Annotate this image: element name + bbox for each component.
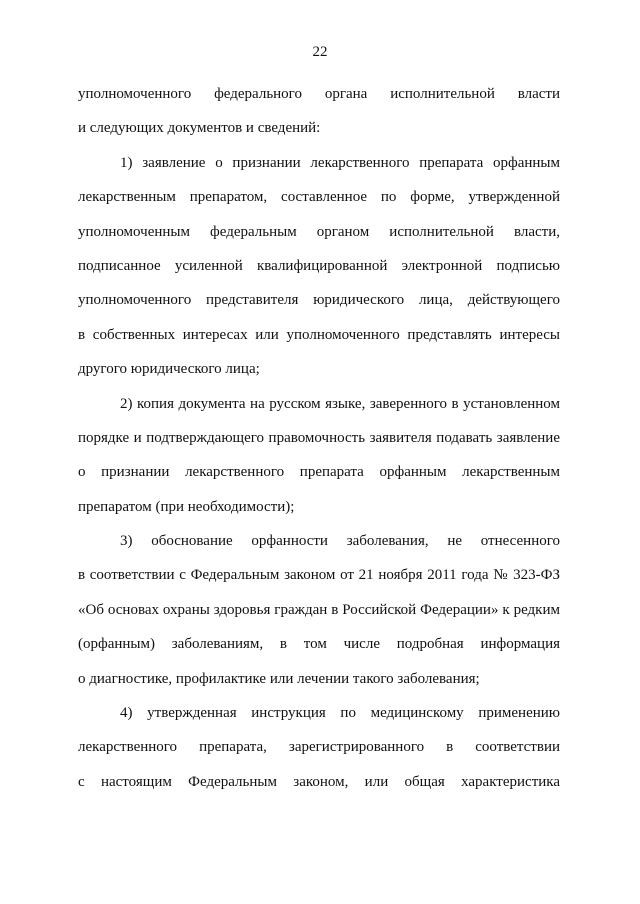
text-line: с настоящим Федеральным законом, или общая характеристика	[78, 773, 560, 790]
text-line: в соответствии с Федеральным законом от 21 ноября 2011 года № 323-ФЗ	[78, 567, 560, 584]
text-line: о признании лекарственного препарата орфанным лекарственным	[78, 464, 560, 481]
text-line: о диагностике, профилактике или лечении такого заболевания;	[78, 670, 480, 687]
text-line: «Об основах охраны здоровья граждан в Российской Федерации» к редким	[78, 601, 560, 618]
text-line: в собственных интересах или уполномоченного представлять интересы	[78, 326, 560, 343]
text-line: (орфанным) заболеваниям, в том числе подробная информация	[78, 636, 560, 653]
text-line: 2) копия документа на русском языке, заверенного в установленном	[120, 395, 560, 412]
text-line: уполномоченным федеральным органом исполнительной власти,	[78, 223, 560, 240]
text-line: препаратом (при необходимости);	[78, 498, 295, 515]
text-line: уполномоченного федерального органа исполнительной власти	[78, 86, 560, 102]
text-line: лекарственного препарата, зарегистрированного в соответствии	[78, 739, 560, 756]
text-line: порядке и подтверждающего правомочность заявителя подавать заявление	[78, 429, 560, 446]
page-number: 22	[312, 44, 328, 60]
text-line: и следующих документов и сведений:	[78, 120, 321, 137]
text-line: 4) утвержденная инструкция по медицинскому применению	[120, 705, 560, 722]
text-line: 3) обоснование орфанности заболевания, не отнесенного	[120, 533, 560, 550]
text-line: подписанное усиленной квалифицированной электронной подписью	[78, 257, 560, 274]
text-line: другого юридического лица;	[78, 361, 260, 378]
text-line: 1) заявление о признании лекарственного препарата орфанным	[120, 154, 560, 171]
text-line: лекарственным препаратом, составленное по форме, утвержденной	[78, 189, 560, 206]
document-body	[78, 77, 560, 799]
text-line: уполномоченного представителя юридического лица, действующего	[78, 292, 560, 309]
